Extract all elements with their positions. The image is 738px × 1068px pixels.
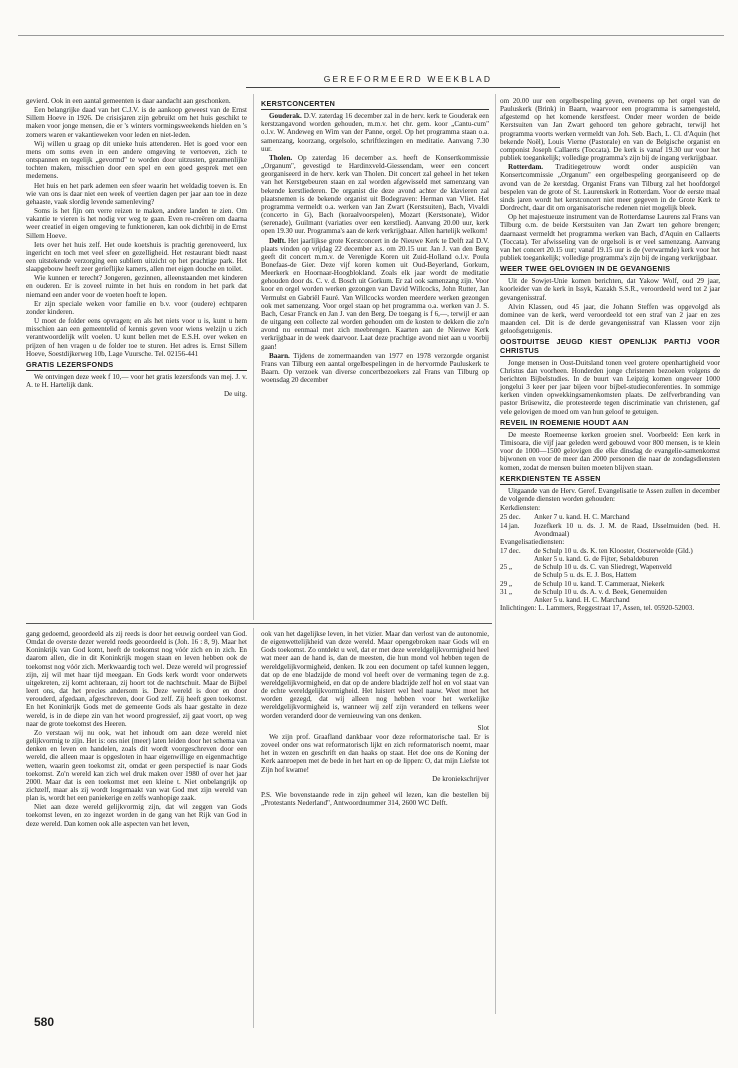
service-date: 29 „	[500, 579, 513, 588]
service-text: de Schulp 10 u. ds. C. van Sliedregt, Wapenveld	[534, 563, 672, 572]
sermon-paragraph: Zo verstaan wij nu ook, wat het inhoudt om aan deze wereld niet gelijkvormig te zijn. Het is: ons niet (meer) laten leiden door het schema van denken en leven en handelen, zoals dit wordt voorgeschreven door een wereld, die alleen maar is opgesloten in haar eigenwillige en eigenmachtige wetten, waarin geen toekomst zit, omdat er geen perspectief is naar Gods toekomst. Zo'n wereld kan zich wel druk maken over 1980 of over het jaar 2000. Maar dat is een toekomst met een kleine t. Niet onbelangrijk op zichzelf, maar als zij wordt losgemaakt van wat God met zijn wereld van plan is, wordt het een paniekerige en zelfs wanhopige zaak.	[26, 728, 247, 803]
evangelisatie-label: Evangelisatiediensten:	[500, 537, 565, 546]
column-2-top	[261, 97, 489, 621]
service-text: Anker 5 u. kand. G. de Fijter, Sebaldeburen	[534, 555, 659, 564]
service-row	[500, 596, 720, 604]
article-paragraph: Wij willen u graag op dit unieke huis attenderen. Het is goed voor een mens om soms even in een andere omgeving te vertoeven, zich te ontspannen en tegelijk „gevormd" te worden door uitzusten, gezamenlijke tochten maken, misschien door een spel en een goed gesprek met een medemens.	[26, 139, 247, 181]
section-rule	[26, 623, 492, 624]
baarn-text: Tijdens de zomermaanden van 1977 en 1978 verzorgde organist Frans van Tilburg een aantal orgelbespelingen in de hervormde Pauluskerk te Baarn. Op verzoek van diverse concertbezoekers zal Frans van Tilburg op woensdag 20 december	[261, 351, 489, 385]
delft-text: Het jaarlijkse grote Kerstconcert in de Nieuwe Kerk te Delft zal D.V. plaats vinden op vrijdag 22 december a.s. om 20.15 uur. Jan J. van den Berg geeft dit concert m.m.v. de Verenigde Koren uit Zuid-Holland o.l.v. Poula Bonefaas-de Gier. Deze vijf koren komen uit Oud-Beyerland, Gorkum, Meerkerk en Hoornaar-Hoogblokland. Zoals elk jaar wordt de meditatie gehouden door ds. C. v. d. Bosch uit Gorkum. Er zal ook samenzang zijn. Voor koor en orgel worden werken gezongen van David Willcocks, John Rutter, Jan Vermulst en Gabriël Fauré. Van Willcocks worden meerdere werken gezongen ook met samenzang. Voor orgel staan op het programma o.a. werken van J. S. Bach, Cesar Franck en Jan J. van den Berg. De toegang is f 6,—, terwijl er aan de uitgang een collecte zal worden gehouden om de kosten te dekken die zo'n avond nu eenmaal met zich meebrengen. Kaarten aan de Nieuwe Kerk verkrijgbaar in de week daarvoor. Laat deze prachtige avond niet aan u voorbij gaan!	[261, 236, 489, 351]
slot-ps: P.S. Wie bovenstaande rede in zijn geheel wil lezen, kan die bestellen bij „Protestants Nederland", Antwoordnummer 314, 2600 WC Delft.	[261, 790, 489, 807]
service-text: de Schulp 5 u. ds. E. J. Bos, Hattem	[534, 571, 637, 580]
service-row	[500, 580, 720, 588]
service-row	[500, 555, 720, 563]
masthead: GEREFORMEERD WEEKBLAD	[323, 74, 493, 84]
column-divider-3	[253, 628, 254, 1028]
column-1-bottom	[26, 630, 247, 1010]
evangelisatie-list	[500, 547, 720, 604]
service-text: de Schulp 10 u. kand. T. Cammeraat, Niekerk	[534, 579, 665, 588]
roemenie-p1: De meeste Roemeense kerken groeien snel. Voorbeeld: Een kerk in Timisoara, die vijf jaar geleden werd gebouwd voor 800 mensen, is te klein voor de 1000—1500 gelovigen die elke dinsdag de evangelie-samenkomst bijwonen en voor de meer dan 2000 personen die naar de zondagsdiensten komen, zodat de mensen buiten moeten blijven staan.	[500, 430, 720, 472]
gevangenis-p1: Uit de Sowjet-Unie komen berichten, dat Yakow Wolf, oud 29 jaar, koorleider van de kerk in Issyk, Kazakh S.S.R., veroordeeld werd tot 2 jaar gevangenisstraf.	[500, 277, 720, 302]
service-row	[500, 571, 720, 579]
service-row	[500, 522, 720, 538]
service-text: Jozefkerk 10 u. ds. J. M. de Raad, IJsselmuiden (bed. H. Avondmaal)	[534, 521, 720, 538]
column-2-bottom	[261, 630, 489, 1010]
article-paragraph: Het huis en het park ademen een sfeer waarin het weldadig toeven is. En wie van ons is daar niet een week of veertien dagen per jaar aan toe in deze gehaaste, vaak slordig levende samenleving?	[26, 181, 247, 206]
page-number: 580	[34, 1015, 55, 1029]
service-date	[500, 571, 530, 579]
oostduitse-heading: OOSTDUITSE JEUGD KIEST OPENLIJK PARTIJ VOOR CHRISTUS	[500, 338, 720, 356]
article-paragraph: Een belangrijke daad van het C.J.V. is de aankoop geweest van de Ernst Sillem Hoeve in 1926. De crisisjaren zijn gebruikt om het huis geschikt te maken voor jonge mensen, die er 's winters vormingsweekends hielden en 's zomers waren er vakantieweken voor leden en niet-leden.	[26, 106, 247, 139]
service-date	[500, 555, 530, 563]
service-date: 17 dec.	[500, 546, 521, 555]
masthead-rule	[246, 87, 560, 88]
top-rule	[18, 35, 724, 36]
article-paragraph: Wie kunnen er terecht? Jongeren, gezinnen, alleenstaanden met kinderen en ouderen. Er is zoveel ruimte in het huis en rondom in het park dat niemand een ander voor de voeten hoeft te lopen.	[26, 274, 247, 299]
sermon-paragraph: Niet aan deze wereld gelijkvormig zijn, dat wil zeggen van Gods toekomst leven, en zo ingezet worden in de gang van het Rijk van God in deze wereld. Dan komen ook alle aspecten van het leven,	[26, 803, 247, 828]
kerst-heading: KERSTCONCERTEN	[261, 100, 489, 110]
tholen-text: Op zaterdag 16 december a.s. heeft de Konsertkommissie „Organum", gevestigd te Hardinxveld-Giessendam, weer een concert georganiseerd in de herv. kerk van Tholen. Dit concert zal geheel in het teken van het Kerstgebeuren staan en zal worden afgewisseld met samenzang van bekende kerstliederen. De organist die deze avond achter de klavieren zal plaatsnemen is de bekende organist uit Bodegraven: Herman van Vliet. Het programma vermeldt o.a. werken van Jan Zwart (Kerstsuiten), Bach, Vivaldi (concerto in G), Bach (koraalvoorspelen), Mozart (Kerstsonate), Widor (serenade), Guilmant (variaties over een kerstlied). Aanvang 20.00 uur, kerk open 19.30 uur. Programma's aan de kerk verkrijgbaar. Allen hartelijk welkom!	[261, 153, 489, 236]
column-3	[500, 97, 720, 1017]
roemenie-heading: REVEIL IN ROEMENIE HOUDT AAN	[500, 419, 720, 429]
rotterdam-text: Traditiegetrouw wordt onder auspiciën van Konsertcommissie „Organum" een orgelbespeling georganiseerd op de avond van de 2e kerstdag. Organist Frans van Tilburg zal het hoofdorgel bespelen van de grote of St. Laurenskerk in Rotterdam. Voor de eerste maal sinds jaren wordt het kerstconcert niet meer gegeven in de Grote Kerk te Dordrecht, daar dit om organisatorische redenen niet mogelijk bleek.	[500, 163, 720, 213]
services-list	[500, 513, 720, 537]
column-1-top	[26, 97, 247, 621]
gouderak-place: Gouderak.	[269, 112, 302, 121]
service-text: Anker 7 u. kand. H. C. Marchand	[534, 513, 630, 522]
service-text: de Schulp 10 u. ds. A. v. d. Beek, Genemuiden	[534, 587, 668, 596]
slot-sign: De kroniekschrijver	[432, 774, 489, 783]
kerkdiensten-intro: Uitgaande van de Herv. Geref. Evangelisatie te Assen zullen in december de volgende diensten worden gehouden:	[500, 486, 720, 504]
service-row	[500, 513, 720, 521]
service-date: 25 dec.	[500, 513, 521, 522]
sermon-paragraph: ook van het dagelijkse leven, in het vizier. Maar dan verlost van de autonomie, de eigenwettelijkheid van deze wereld. Maar opengebroken naar Gods wil en Gods toekomst. Zo ontdekt u wel, dat er met deze wereldgelijkvormigheid heel wat meer aan de hand is, dan de meesten, die hun mond vol hebben tegen de wereldgelijkvormigheid, denken. Ik zou een document op tafel kunnen leggen, dat op de ene bladzijde de mond vol heeft over de vermaning tegen de z.g. wereldgelijkvormigheid, en dat op de andere bladzijde zelf hol en vol staat van de echte wereldgelijkvormigheid. Het luistert wel heel nauw. Weet moet het worden gezegd, dat wij alleen nog hebben voor het werkelijke wereldgelijkvormigheid is, wanneer wij zelf zijn veranderd en telkens weer worden veranderd door de vernieuwing van ons denken.	[261, 630, 489, 720]
service-date: 25 „	[500, 563, 513, 572]
baarn-continued: om 20.00 uur een orgelbespeling geven, eveneens op het orgel van de Pauluskerk (Brink) in Baarn, waarvoor een programma is samengesteld, afgestemd op het komende kerstfeest. Onder meer worden de beide Kerstsuiten van Jan Zwart gehoord ten gehore gebracht, terwijl het programma voorts werken vermeldt van Joh. Seb. Bach, L. Cl. d'Aquin (het bekende Noël), Louis Vierne (Pastorale) en van de Belgische organist en componist Joseph Callaerts (Toccata). De kerk is vanaf 19.30 uur voor het publiek toegankelijk; volledige programma's zijn bij de ingang verkrijgbaar.	[500, 97, 720, 163]
article-paragraph: gevierd. Ook in een aantal gemeenten is daar aandacht aan geschonken.	[26, 97, 231, 105]
gratis-text: We ontvingen deze week f 10,— voor het gratis lezersfonds van mej. J. v. A. te H. Hartelijk dank.	[26, 373, 247, 390]
kerkdiensten-footer: Inlichtingen: L. Lammers, Reggestraat 17, Assen, tel. 05920-52003.	[500, 604, 695, 613]
article-paragraph: Iets over het huis zelf. Het oude koetshuis is prachtig gerenoveerd, lux ingericht en toch met veel sfeer en gezelligheid. Het restaurant biedt naast een uitstekende verzorging een subliem uitzicht op het prachtige park. Het slaapgebouw heeft zeer gerieflijke kamers, allen met eigen douche en toilet.	[26, 240, 247, 274]
service-row	[500, 563, 720, 571]
article-paragraph: U moet de folder eens opvragen; en als het niets voor u is, kunt u hem misschien aan een gemeentelid of kennis geven voor wiens welzijn u zich verantwoordelijk wilt voelen. U kunt bellen met de E.S.H. over weken en prijzen of hen vragen u de folder toe te sturen. Het adres is. Ernst Sillem Hoeve, Soestdijkerweg 10b, Lage Vuursche. Tel. 02156-441	[26, 317, 247, 358]
rotterdam-text-2: Op het majestueuze instrument van de Rotterdamse Laurens zal Frans van Tilburg o.m. de beide Kerstsuiten van Jan Zwart ten gehore brengen; daarnaast vermeldt het programma werken van Bach, d'Aquin en Callaerts (Toccata). Ter afwisseling van de orgelsoli is er veel samenzang. Aanvang van het concert 20.15 uur; vanaf 19.15 uur is de (verwarmde) kerk voor het publiek toegankelijk; volledige programma's zijn bij de ingang verkrijgbaar.	[500, 213, 720, 262]
service-date: 14 jan.	[500, 521, 520, 530]
gratis-sign: De uitg.	[223, 390, 247, 399]
article-paragraph: Er zijn speciale weken voor familie en b.v. voor (oudere) echtparen zonder kinderen.	[26, 299, 247, 316]
service-date	[500, 596, 530, 604]
sermon-paragraph: gang gedoemd, geoordeeld als zij reeds is door het eeuwig oordeel van God. Omdat de overste dezer wereld reeds geoordeeld is (Joh. 16 : 8, 9). Maar het Koninkrijk van God komt, heeft de toekomst nog vóór zich en in zich. En daarom allen, die in dit Koninkrijk mogen staan en leven hebben ook de toekomst nog vóór zich. Merkwaardig toch wel. Deze wereld wil progressief zijn, zij wil met haar tijd meegaan. En Gods kerk wordt voor onderwets uitgekreten, zij komt achteraan, zij hoort tot de nachtschuit. Maar de Bijbel leert ons, dat het precies andersom is. Deze wereld is door en door verouderd, afgedaan, afgeschreven, door God zelf. Zij heeft geen toekomst. En het Koninkrijk Gods met de gemeente Gods als haar gestalte in deze wereld, is in de diepe zin van het woord progressief, zij gaat voort, op weg naar de grote toekomst des Heeren.	[26, 630, 247, 728]
service-row	[500, 547, 720, 555]
rotterdam-place: Rotterdam.	[508, 163, 544, 172]
gratis-heading: GRATIS LEZERSFONDS	[26, 361, 247, 371]
service-row	[500, 588, 720, 596]
delft-place: Delft.	[269, 236, 286, 245]
service-text: Anker 5 u. kand. H. C. Marchand	[534, 595, 630, 604]
tholen-place: Tholen.	[269, 153, 293, 162]
service-text: de Schulp 10 u. ds. K. ten Klooster, Oosterwolde (Gld.)	[534, 546, 693, 555]
gevangenis-heading: WEER TWEE GELOVIGEN IN DE GEVANGENIS	[500, 265, 720, 275]
kerkdiensten-label: Kerkdiensten:	[500, 504, 541, 513]
column-divider-1	[253, 94, 254, 620]
service-date: 31 „	[500, 587, 513, 596]
baarn-place: Baarn.	[269, 351, 290, 360]
column-divider-2	[495, 94, 496, 1014]
oostduitse-p1: Jonge mensen in Oost-Duitsland tonen veel grotere openhartigheid voor Christus dan voorheen. Honderden jonge christenen bezoeken volgens de berichten Bijbelstudies. In de buurt van Leipzig komen ongeveer 1000 jongelui 3 keer per jaar bijeen voor bijbel-studieconferenties. In sommige kerken vinden opwekkingsamenkomsten plaats. De zelfverbranding van pastor Brüsewitz, die protesteerde tegen discriminatie van christenen, gaf vele gelovigen de moed om van hun geloof te getuigen.	[500, 358, 720, 416]
gouderak-text: D.V. zaterdag 16 december zal in de herv. kerk te Gouderak een kerstzangavond worden gehouden, m.m.v. het chr. gem. koor „Cantu-cum" o.l.v. W. Andeweg en Wim van der Panne, orgel. Op het programma staan o.a. samenzang, koorzang, orgelsolo, schriftlezingen en meditatie. Aanvang 7.30 uur.	[261, 112, 489, 153]
kerkdiensten-heading: KERKDIENSTEN TE ASSEN	[500, 475, 720, 485]
slot-label: Slot	[477, 723, 489, 732]
article-paragraph: Soms is het fijn om verre reizen te maken, andere landen te zien. Om vakantie te vieren is het nodig ver weg te gaan. Even re-creëren om daarna weer creatief in eigen omgeving te funktioneren, kan ook dichtbij in de Ernst Sillem Hoeve.	[26, 207, 247, 240]
slot-text: We zijn prof. Graafland dankbaar voor deze reformatorische taal. Er is zoveel onder ons wat reformatorisch lijkt en zich reformatorisch noemt, maar het in wezen en geschrift en dan haaks op staat. Het doe ons de Koning der Kerk aanroepen met de bede in het hart en op de lippen: O, dat mijn Liefste tot Zijn hof kwame!	[261, 732, 489, 774]
gevangenis-p2: Alvin Klassen, oud 45 jaar, die Johann Steffen was opgevolgd als dominee van de kerk, werd veroordeeld tot een straf van 2 jaar en zes maanden cel. Dit is de derde gevangenisstraf van Klassen voor zijn geloofsgetuigenis.	[500, 302, 720, 336]
